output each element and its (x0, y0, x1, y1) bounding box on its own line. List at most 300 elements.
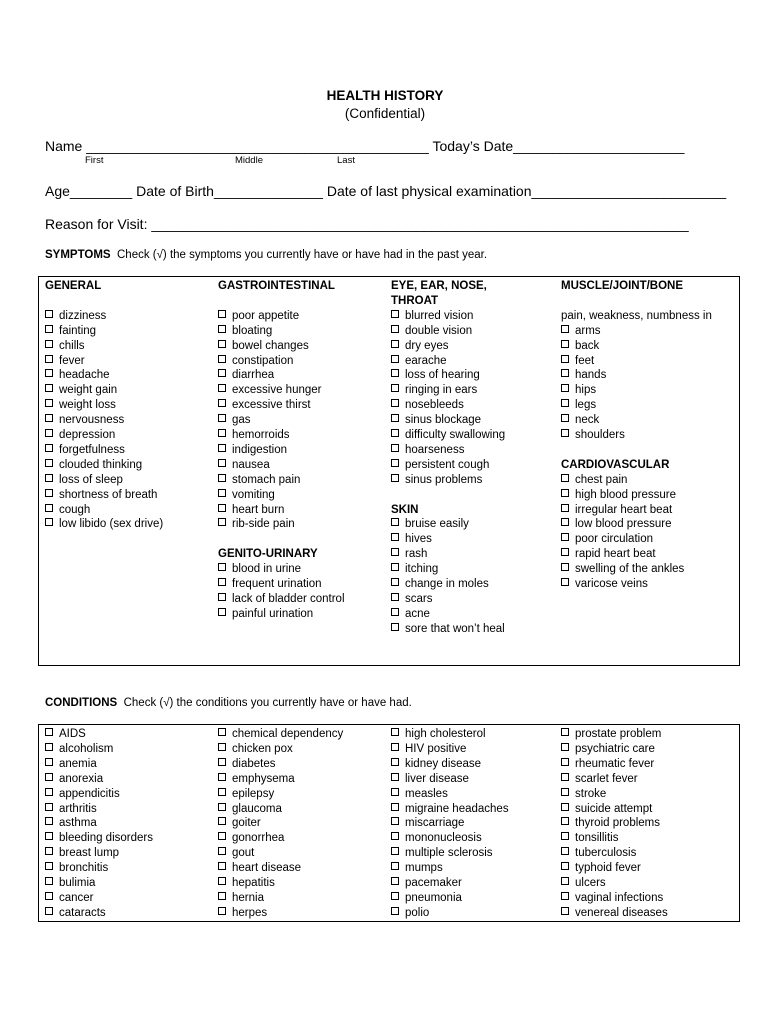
checkbox-icon[interactable] (45, 758, 53, 766)
item-label: low blood pressure (575, 518, 672, 531)
item-label: ringing in ears (405, 384, 478, 397)
checkbox-item-emphysema[interactable] (218, 772, 343, 787)
checkbox-icon[interactable] (561, 907, 569, 915)
checkbox-icon[interactable] (391, 832, 399, 840)
checkbox-icon[interactable] (45, 340, 53, 348)
checkbox-icon[interactable] (45, 504, 53, 512)
checkbox-icon[interactable] (391, 533, 399, 541)
item-label: depression (59, 429, 116, 442)
checkbox-item-back[interactable] (561, 339, 712, 354)
checkbox-item-breast-lump[interactable] (45, 846, 153, 861)
item-label: typhoid fever (575, 862, 641, 875)
checkbox-item-vomiting[interactable] (218, 488, 345, 503)
checkbox-item-hands[interactable] (561, 368, 712, 383)
checkbox-item-measles[interactable] (391, 787, 509, 802)
checkbox-item-high-blood-pressure[interactable] (561, 488, 712, 503)
checkbox-icon[interactable] (561, 743, 569, 751)
checkbox-item-clouded-thinking[interactable] (45, 458, 163, 473)
checkbox-item-chills[interactable] (45, 339, 163, 354)
checkbox-icon[interactable] (218, 758, 226, 766)
checkbox-item-chest-pain[interactable] (561, 473, 712, 488)
checkbox-icon[interactable] (561, 773, 569, 781)
item-label: stomach pain (232, 473, 301, 486)
checkbox-item-glaucoma[interactable] (218, 802, 343, 817)
checkbox-icon[interactable] (218, 325, 226, 333)
checkbox-item-poor-circulation[interactable] (561, 532, 712, 547)
item-label: migraine headaches (405, 802, 509, 815)
checkbox-icon[interactable] (218, 444, 226, 452)
checkbox-icon[interactable] (561, 788, 569, 796)
checkbox-item-bruise-easily[interactable] (391, 517, 505, 532)
item-label: neck (575, 414, 600, 427)
checkbox-icon[interactable] (45, 355, 53, 363)
checkbox-item-hives[interactable] (391, 532, 505, 547)
checkbox-icon[interactable] (391, 758, 399, 766)
checkbox-item-gas[interactable] (218, 413, 345, 428)
item-label: mumps (405, 862, 443, 875)
checkbox-item-weight-gain[interactable] (45, 383, 163, 398)
checkbox-item-gout[interactable] (218, 846, 343, 861)
checkbox-item-forgetfulness[interactable] (45, 443, 163, 458)
checkbox-item-sore-that-won-t-heal[interactable] (391, 622, 505, 637)
name-label: Name (45, 138, 83, 154)
checkbox-icon[interactable] (45, 310, 53, 318)
checkbox-item-bleeding-disorders[interactable] (45, 831, 153, 846)
checkbox-item-bronchitis[interactable] (45, 861, 153, 876)
checkbox-icon[interactable] (218, 414, 226, 422)
checkbox-item-pneumonia[interactable] (391, 891, 509, 906)
checkbox-icon[interactable] (45, 444, 53, 452)
checkbox-icon[interactable] (391, 817, 399, 825)
item-label: lack of bladder control (232, 593, 345, 605)
checkbox-icon[interactable] (391, 444, 399, 452)
checkbox-icon[interactable] (45, 518, 53, 526)
checkbox-icon[interactable] (561, 892, 569, 900)
checkbox-item-nervousness[interactable] (45, 413, 163, 428)
checkbox-icon[interactable] (218, 817, 226, 825)
checkbox-item-frequent-urination[interactable] (218, 577, 345, 592)
item-label: weight loss (59, 399, 116, 412)
checkbox-item-ulcers[interactable] (561, 876, 668, 891)
item-label: glaucoma (232, 802, 282, 815)
checkbox-icon[interactable] (561, 474, 569, 482)
checkbox-icon[interactable] (218, 504, 226, 512)
checkbox-icon[interactable] (45, 459, 53, 467)
checkbox-icon[interactable] (45, 384, 53, 392)
checkbox-icon[interactable] (218, 563, 226, 571)
checkbox-item-anorexia[interactable] (45, 772, 153, 787)
checkbox-item-stomach-pain[interactable] (218, 473, 345, 488)
checkbox-item-change-in-moles[interactable] (391, 577, 505, 592)
item-label: nosebleeds (405, 399, 464, 412)
checkbox-icon[interactable] (45, 803, 53, 811)
item-label: emphysema (232, 772, 295, 785)
item-label: psychiatric care (575, 742, 655, 755)
checkbox-icon[interactable] (218, 459, 226, 467)
checkbox-icon[interactable] (561, 533, 569, 541)
checkbox-item-nosebleeds[interactable] (391, 398, 505, 413)
checkbox-item-thyroid-problems[interactable] (561, 816, 668, 831)
checkbox-item-sinus-problems[interactable] (391, 473, 505, 488)
checkbox-item-hoarseness[interactable] (391, 443, 505, 458)
checkbox-icon[interactable] (391, 325, 399, 333)
checkbox-item-fainting[interactable] (45, 324, 163, 339)
conditions-heading: CONDITIONS (45, 697, 118, 709)
checkbox-item-legs[interactable] (561, 398, 712, 413)
checkbox-icon[interactable] (45, 862, 53, 870)
symptoms-column-4 (561, 279, 712, 592)
checkbox-icon[interactable] (218, 384, 226, 392)
checkbox-icon[interactable] (561, 862, 569, 870)
checkbox-icon[interactable] (218, 773, 226, 781)
name-field[interactable]: ____________________________________________ (86, 138, 429, 154)
checkbox-icon[interactable] (45, 847, 53, 855)
checkbox-item-pacemaker[interactable] (391, 876, 509, 891)
checkbox-icon[interactable] (45, 892, 53, 900)
checkbox-icon[interactable] (561, 369, 569, 377)
checkbox-icon[interactable] (391, 728, 399, 736)
checkbox-icon[interactable] (561, 414, 569, 422)
checkbox-icon[interactable] (45, 414, 53, 422)
checkbox-item-typhoid-fever[interactable] (561, 861, 668, 876)
conditions-column-3 (391, 727, 509, 921)
checkbox-icon[interactable] (218, 518, 226, 526)
checkbox-item-itching[interactable] (391, 562, 505, 577)
checkbox-icon[interactable] (45, 743, 53, 751)
checkbox-item-blurred-vision[interactable] (391, 309, 505, 324)
checkbox-icon[interactable] (391, 414, 399, 422)
checkbox-item-diarrhea[interactable] (218, 368, 345, 383)
item-label: venereal diseases (575, 906, 668, 919)
checkbox-icon[interactable] (45, 429, 53, 437)
checkbox-item-dizziness[interactable] (45, 309, 163, 324)
checkbox-icon[interactable] (218, 877, 226, 885)
item-label: alcoholism (59, 742, 114, 755)
checkbox-icon[interactable] (391, 459, 399, 467)
todays-date-field[interactable]: ______________________ (513, 138, 685, 154)
checkbox-icon[interactable] (391, 340, 399, 348)
item-label: hernia (232, 891, 264, 904)
checkbox-item-rib-side-pain[interactable] (218, 517, 345, 532)
checkbox-item-hepatitis[interactable] (218, 876, 343, 891)
checkbox-icon[interactable] (45, 907, 53, 915)
checkbox-icon[interactable] (561, 518, 569, 526)
checkbox-item-hips[interactable] (561, 383, 712, 398)
checkbox-item-low-libido-sex-drive[interactable] (45, 517, 163, 532)
checkbox-icon[interactable] (391, 310, 399, 318)
checkbox-item-asthma[interactable] (45, 816, 153, 831)
checkbox-icon[interactable] (218, 429, 226, 437)
sub-last: Last (337, 155, 355, 166)
checkbox-item-anemia[interactable] (45, 757, 153, 772)
checkbox-icon[interactable] (561, 325, 569, 333)
checkbox-item-fever[interactable] (45, 354, 163, 369)
checkbox-item-tuberculosis[interactable] (561, 846, 668, 861)
checkbox-item-liver-disease[interactable] (391, 772, 509, 787)
item-label: rash (405, 548, 428, 561)
item-label: rapid heart beat (575, 548, 656, 561)
checkbox-icon[interactable] (391, 369, 399, 377)
checkbox-icon[interactable] (561, 429, 569, 437)
checkbox-icon[interactable] (561, 817, 569, 825)
section-heading-gastrointestinal: GASTROINTESTINAL (218, 280, 335, 292)
checkbox-item-heart-disease[interactable] (218, 861, 343, 876)
dob-field[interactable]: ______________ (213, 183, 323, 199)
checkbox-item-heart-burn[interactable] (218, 503, 345, 518)
age-field[interactable]: ________ (69, 183, 133, 199)
checkbox-item-double-vision[interactable] (391, 324, 505, 339)
checkbox-icon[interactable] (218, 593, 226, 601)
checkbox-icon[interactable] (391, 608, 399, 616)
checkbox-item-painful-urination[interactable] (218, 607, 345, 622)
checkbox-item-indigestion[interactable] (218, 443, 345, 458)
item-label: feet (575, 354, 595, 367)
checkbox-icon[interactable] (561, 578, 569, 586)
checkbox-item-blood-in-urine[interactable] (218, 562, 345, 577)
item-label: asthma (59, 817, 97, 830)
checkbox-item-arthritis[interactable] (45, 802, 153, 817)
checkbox-item-loss-of-sleep[interactable] (45, 473, 163, 488)
checkbox-item-acne[interactable] (391, 607, 505, 622)
checkbox-icon[interactable] (45, 399, 53, 407)
checkbox-item-lack-of-bladder-control[interactable] (218, 592, 345, 607)
checkbox-item-hemorroids[interactable] (218, 428, 345, 443)
checkbox-icon[interactable] (218, 832, 226, 840)
checkbox-icon[interactable] (218, 399, 226, 407)
checkbox-item-neck[interactable] (561, 413, 712, 428)
checkbox-icon[interactable] (391, 907, 399, 915)
checkbox-icon[interactable] (561, 758, 569, 766)
checkbox-icon[interactable] (391, 548, 399, 556)
checkbox-item-chicken-pox[interactable] (218, 742, 343, 757)
section-heading-cardiovascular: CARDIOVASCULAR (561, 458, 670, 471)
checkbox-item-kidney-disease[interactable] (391, 757, 509, 772)
checkbox-item-aids[interactable] (45, 727, 153, 742)
item-label: loss of sleep (59, 473, 123, 486)
checkbox-item-hernia[interactable] (218, 891, 343, 906)
reason-label: Reason for Visit: (45, 216, 148, 232)
item-label: low libido (sex drive) (59, 518, 164, 531)
item-label: herpes (232, 906, 268, 919)
checkbox-item-irregular-heart-beat[interactable] (561, 503, 712, 518)
checkbox-icon[interactable] (561, 504, 569, 512)
section-heading-continued: THROAT (391, 294, 439, 307)
checkbox-icon[interactable] (391, 623, 399, 631)
checkbox-item-miscarriage[interactable] (391, 816, 509, 831)
checkbox-item-polio[interactable] (391, 906, 509, 921)
checkbox-item-vaginal-infections[interactable] (561, 891, 668, 906)
checkbox-item-diabetes[interactable] (218, 757, 343, 772)
checkbox-icon[interactable] (218, 803, 226, 811)
checkbox-icon[interactable] (45, 773, 53, 781)
checkbox-item-bowel-changes[interactable] (218, 339, 345, 354)
checkbox-item-scarlet-fever[interactable] (561, 772, 668, 787)
checkbox-item-swelling-of-the-ankles[interactable] (561, 562, 712, 577)
checkbox-item-excessive-hunger[interactable] (218, 383, 345, 398)
checkbox-item-weight-loss[interactable] (45, 398, 163, 413)
checkbox-icon[interactable] (45, 474, 53, 482)
checkbox-item-epilepsy[interactable] (218, 787, 343, 802)
checkbox-icon[interactable] (391, 773, 399, 781)
checkbox-icon[interactable] (391, 355, 399, 363)
checkbox-icon[interactable] (561, 847, 569, 855)
checkbox-item-alcoholism[interactable] (45, 742, 153, 757)
checkbox-icon[interactable] (561, 728, 569, 736)
checkbox-icon[interactable] (218, 608, 226, 616)
checkbox-item-mumps[interactable] (391, 861, 509, 876)
checkbox-icon[interactable] (218, 788, 226, 796)
checkbox-icon[interactable] (561, 489, 569, 497)
checkbox-item-dry-eyes[interactable] (391, 339, 505, 354)
item-label: headache (59, 369, 110, 382)
checkbox-icon[interactable] (391, 399, 399, 407)
checkbox-icon[interactable] (218, 474, 226, 482)
checkbox-item-tonsillitis[interactable] (561, 831, 668, 846)
checkbox-item-herpes[interactable] (218, 906, 343, 921)
checkbox-item-nausea[interactable] (218, 458, 345, 473)
checkbox-item-excessive-thirst[interactable] (218, 398, 345, 413)
checkbox-item-rheumatic-fever[interactable] (561, 757, 668, 772)
checkbox-item-loss-of-hearing[interactable] (391, 368, 505, 383)
checkbox-item-stroke[interactable] (561, 787, 668, 802)
checkbox-icon[interactable] (45, 369, 53, 377)
checkbox-icon[interactable] (45, 817, 53, 825)
checkbox-icon[interactable] (391, 743, 399, 751)
checkbox-item-hiv-positive[interactable] (391, 742, 509, 757)
checkbox-icon[interactable] (391, 803, 399, 811)
checkbox-item-psychiatric-care[interactable] (561, 742, 668, 757)
checkbox-icon[interactable] (45, 788, 53, 796)
checkbox-item-cataracts[interactable] (45, 906, 153, 921)
checkbox-item-low-blood-pressure[interactable] (561, 517, 712, 532)
checkbox-icon[interactable] (45, 728, 53, 736)
item-label: hoarseness (405, 443, 465, 456)
checkbox-icon[interactable] (391, 788, 399, 796)
checkbox-item-headache[interactable] (45, 368, 163, 383)
item-label: breast lump (59, 847, 120, 860)
checkbox-item-multiple-sclerosis[interactable] (391, 846, 509, 861)
checkbox-icon[interactable] (218, 907, 226, 915)
checkbox-item-high-cholesterol[interactable] (391, 727, 509, 742)
checkbox-item-chemical-dependency[interactable] (218, 727, 343, 742)
checkbox-item-persistent-cough[interactable] (391, 458, 505, 473)
checkbox-item-mononucleosis[interactable] (391, 831, 509, 846)
checkbox-icon[interactable] (561, 803, 569, 811)
checkbox-item-arms[interactable] (561, 324, 712, 339)
checkbox-icon[interactable] (218, 728, 226, 736)
exam-label: Date of last physical examination (326, 183, 532, 199)
todays-date-label: Today’s Date (432, 138, 514, 154)
dob-label: Date of Birth (136, 183, 214, 199)
checkbox-item-venereal-diseases[interactable] (561, 906, 668, 921)
reason-field[interactable]: _____________________________________________________________________ (151, 216, 689, 232)
checkbox-item-bulimia[interactable] (45, 876, 153, 891)
checkbox-item-cancer[interactable] (45, 891, 153, 906)
checkbox-icon[interactable] (218, 355, 226, 363)
checkbox-item-poor-appetite[interactable] (218, 309, 345, 324)
checkbox-icon[interactable] (391, 578, 399, 586)
checkbox-item-appendicitis[interactable] (45, 787, 153, 802)
checkbox-item-rapid-heart-beat[interactable] (561, 547, 712, 562)
checkbox-icon[interactable] (218, 578, 226, 586)
checkbox-item-earache[interactable] (391, 354, 505, 369)
checkbox-icon[interactable] (391, 474, 399, 482)
checkbox-item-cough[interactable] (45, 503, 163, 518)
conditions-column-4 (561, 727, 668, 921)
item-label: persistent cough (405, 458, 490, 471)
item-label: pneumonia (405, 891, 462, 904)
checkbox-item-shoulders[interactable] (561, 428, 712, 443)
checkbox-icon[interactable] (45, 325, 53, 333)
checkbox-icon[interactable] (391, 593, 399, 601)
item-label: hepatitis (232, 877, 275, 890)
checkbox-item-difficulty-swallowing[interactable] (391, 428, 505, 443)
checkbox-item-sinus-blockage[interactable] (391, 413, 505, 428)
item-label: goiter (232, 817, 261, 830)
checkbox-item-ringing-in-ears[interactable] (391, 383, 505, 398)
form-title: HEALTH HISTORY (326, 88, 444, 103)
checkbox-icon[interactable] (391, 847, 399, 855)
checkbox-icon[interactable] (391, 892, 399, 900)
checkbox-icon[interactable] (45, 489, 53, 497)
checkbox-item-feet[interactable] (561, 354, 712, 369)
checkbox-icon[interactable] (391, 877, 399, 885)
checkbox-icon[interactable] (218, 489, 226, 497)
checkbox-item-constipation[interactable] (218, 354, 345, 369)
checkbox-item-migraine-headaches[interactable] (391, 802, 509, 817)
item-label: chicken pox (232, 742, 293, 755)
item-label: clouded thinking (59, 458, 143, 471)
checkbox-item-rash[interactable] (391, 547, 505, 562)
checkbox-item-varicose-veins[interactable] (561, 577, 712, 592)
checkbox-icon[interactable] (45, 832, 53, 840)
checkbox-icon[interactable] (218, 847, 226, 855)
checkbox-item-scars[interactable] (391, 592, 505, 607)
checkbox-icon[interactable] (561, 340, 569, 348)
checkbox-icon[interactable] (391, 384, 399, 392)
exam-field[interactable]: _________________________ (531, 183, 727, 199)
checkbox-icon[interactable] (391, 518, 399, 526)
checkbox-icon[interactable] (561, 384, 569, 392)
symptoms-heading: SYMPTOMS (45, 249, 111, 261)
checkbox-icon[interactable] (391, 563, 399, 571)
checkbox-item-depression[interactable] (45, 428, 163, 443)
checkbox-icon[interactable] (561, 548, 569, 556)
checkbox-icon[interactable] (561, 355, 569, 363)
checkbox-item-suicide-attempt[interactable] (561, 802, 668, 817)
checkbox-icon[interactable] (218, 892, 226, 900)
checkbox-icon[interactable] (561, 399, 569, 407)
checkbox-item-gonorrhea[interactable] (218, 831, 343, 846)
checkbox-icon[interactable] (391, 862, 399, 870)
checkbox-icon[interactable] (561, 832, 569, 840)
checkbox-item-shortness-of-breath[interactable] (45, 488, 163, 503)
checkbox-icon[interactable] (218, 310, 226, 318)
checkbox-item-goiter[interactable] (218, 816, 343, 831)
checkbox-icon[interactable] (391, 429, 399, 437)
checkbox-icon[interactable] (218, 340, 226, 348)
item-label: scarlet fever (575, 772, 638, 785)
checkbox-icon[interactable] (218, 369, 226, 377)
checkbox-icon[interactable] (561, 563, 569, 571)
checkbox-item-prostate-problem[interactable] (561, 727, 668, 742)
checkbox-icon[interactable] (45, 877, 53, 885)
checkbox-item-bloating[interactable] (218, 324, 345, 339)
checkbox-icon[interactable] (561, 877, 569, 885)
checkbox-icon[interactable] (218, 743, 226, 751)
item-label: measles (405, 787, 448, 800)
checkbox-icon[interactable] (218, 862, 226, 870)
